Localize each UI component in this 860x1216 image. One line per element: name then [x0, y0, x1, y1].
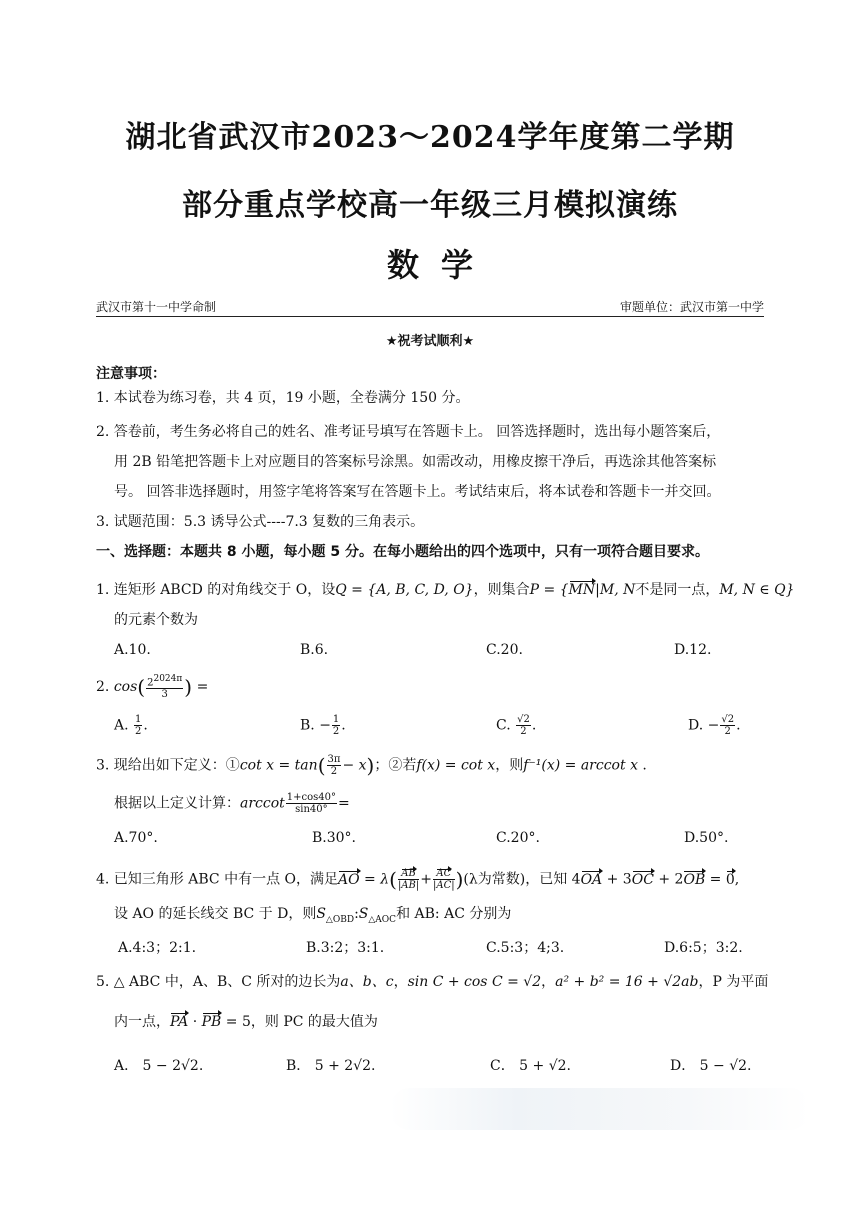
q4-option-a: A.4:3；2:1. [118, 940, 197, 956]
q4-stem-line2: 设 AO 的延长线交 BC 于 D，则$S_{\triangle OBD}:S_{\triangle AOC}$和 AB: AC 分别为 [114, 906, 512, 925]
q3-option-d: D.50°. [684, 830, 729, 846]
q1-stem-line2: 的元素个数为 [114, 612, 198, 628]
note-2c: 号。 回答非选择题时，用签字笔将答案写在答题卡上。考试结束后，将本试卷和答题卡一并交回。 [114, 484, 721, 500]
q3-option-c: C.20°. [496, 830, 540, 846]
header-divider [96, 316, 764, 317]
note-2a: 2. 答卷前，考生务必将自己的姓名、准考证号填写在答题卡上。 回答选择题时，选出每小题答案后， [96, 424, 721, 440]
q2-option-d: D. − $\frac{√2}{2}$ . [688, 714, 741, 737]
q4-option-d: D.6:5；3:2. [664, 940, 743, 956]
exam-title-line2: 部分重点学校高一年级三月模拟演练 [182, 188, 678, 223]
q1-option-a: A.10. [114, 642, 151, 658]
q4-option-c: C.5:3；4;3. [486, 940, 565, 956]
q3-stem: 3. 现给出如下定义：①cot x = tan( $\frac{3\pi}{2}$ − x)；②若f(x) = cot x，则f⁻¹(x) = arccot x . [96, 753, 647, 778]
q5-option-d: D． 5 − √2. [670, 1058, 752, 1074]
q3-option-b: B.30°. [312, 830, 357, 846]
blessing-text: ★祝考试顺利★ [385, 334, 475, 349]
q5-option-b: B． 5 + 2√2. [286, 1058, 376, 1074]
scan-smudge [390, 1088, 810, 1130]
q4-option-b: B.3:2；3:1. [306, 940, 385, 956]
q2-option-b: B. − $\frac{1}{2}$ . [300, 714, 346, 737]
q1-stem: 1. 连矩形 ABCD 的对角线交于 O，设Q = {A, B, C, D, O}，则集合P = {MN|M, N不是同一点，M, N ∈ Q} [96, 582, 795, 598]
notes-heading: 注意事项： [96, 366, 166, 382]
q5-option-a: A． 5 − 2√2. [114, 1058, 204, 1074]
q2-option-c: C. $\frac{√2}{2}$ . [496, 714, 537, 737]
q2-stem: 2. cos( $\frac{22024\pi}{3}$ ) = [96, 674, 209, 701]
note-2b: 用 2B 铅笔把答题卡上对应题目的答案标号涂黑。如需改动，用橡皮擦干净后，再选涂其他答案标 [114, 454, 717, 470]
note-3: 3. 试题范围：5.3 诱导公式----7.3 复数的三角表示。 [96, 514, 425, 530]
q2-option-a: A. $\frac{1}{2}$ . [114, 714, 148, 737]
section1-heading: 一、选择题：本题共 8 小题，每小题 5 分。在每小题给出的四个选项中，只有一项符合题目要求。 [96, 544, 709, 560]
exam-subject: 数学 [386, 246, 495, 284]
q1-option-d: D.12. [674, 642, 712, 658]
q5-option-c: C． 5 + √2. [490, 1058, 571, 1074]
q5-stem: 5. △ ABC 中，A、B、C 所对的边长为a、b、c，sin C + cos C = √2，a² + b² = 16 + √2ab，P 为平面 [96, 974, 769, 990]
q5-stem-line2: 内一点，PA · PB = 5，则 PC 的最大值为 [114, 1014, 378, 1030]
q1-option-b: B.6. [300, 642, 329, 658]
q3-stem-line2: 根据以上定义计算：arccot $\frac{1+\cos 40^\circ}{\sin 40^\circ}$ = [114, 792, 350, 815]
q1-option-c: C.20. [486, 642, 523, 658]
q4-stem: 4. 已知三角形 ABC 中有一点 O，满足AO = λ( $\frac{AB}{|AB|}$ + $\frac{AC}{|AC|}$ )(λ为常数)，已知 4OA + 3OC + 2OB = 0, [96, 867, 740, 892]
reviewer-school: 审题单位：武汉市第一中学 [619, 300, 764, 314]
note-1: 1. 本试卷为练习卷，共 4 页，19 小题，全卷满分 150 分。 [96, 390, 470, 406]
author-school: 武汉市第十一中学命制 [96, 300, 217, 314]
q3-option-a: A.70°. [114, 830, 158, 846]
exam-title-line1: 湖北省武汉市2023～2024学年度第二学期 [125, 120, 735, 155]
